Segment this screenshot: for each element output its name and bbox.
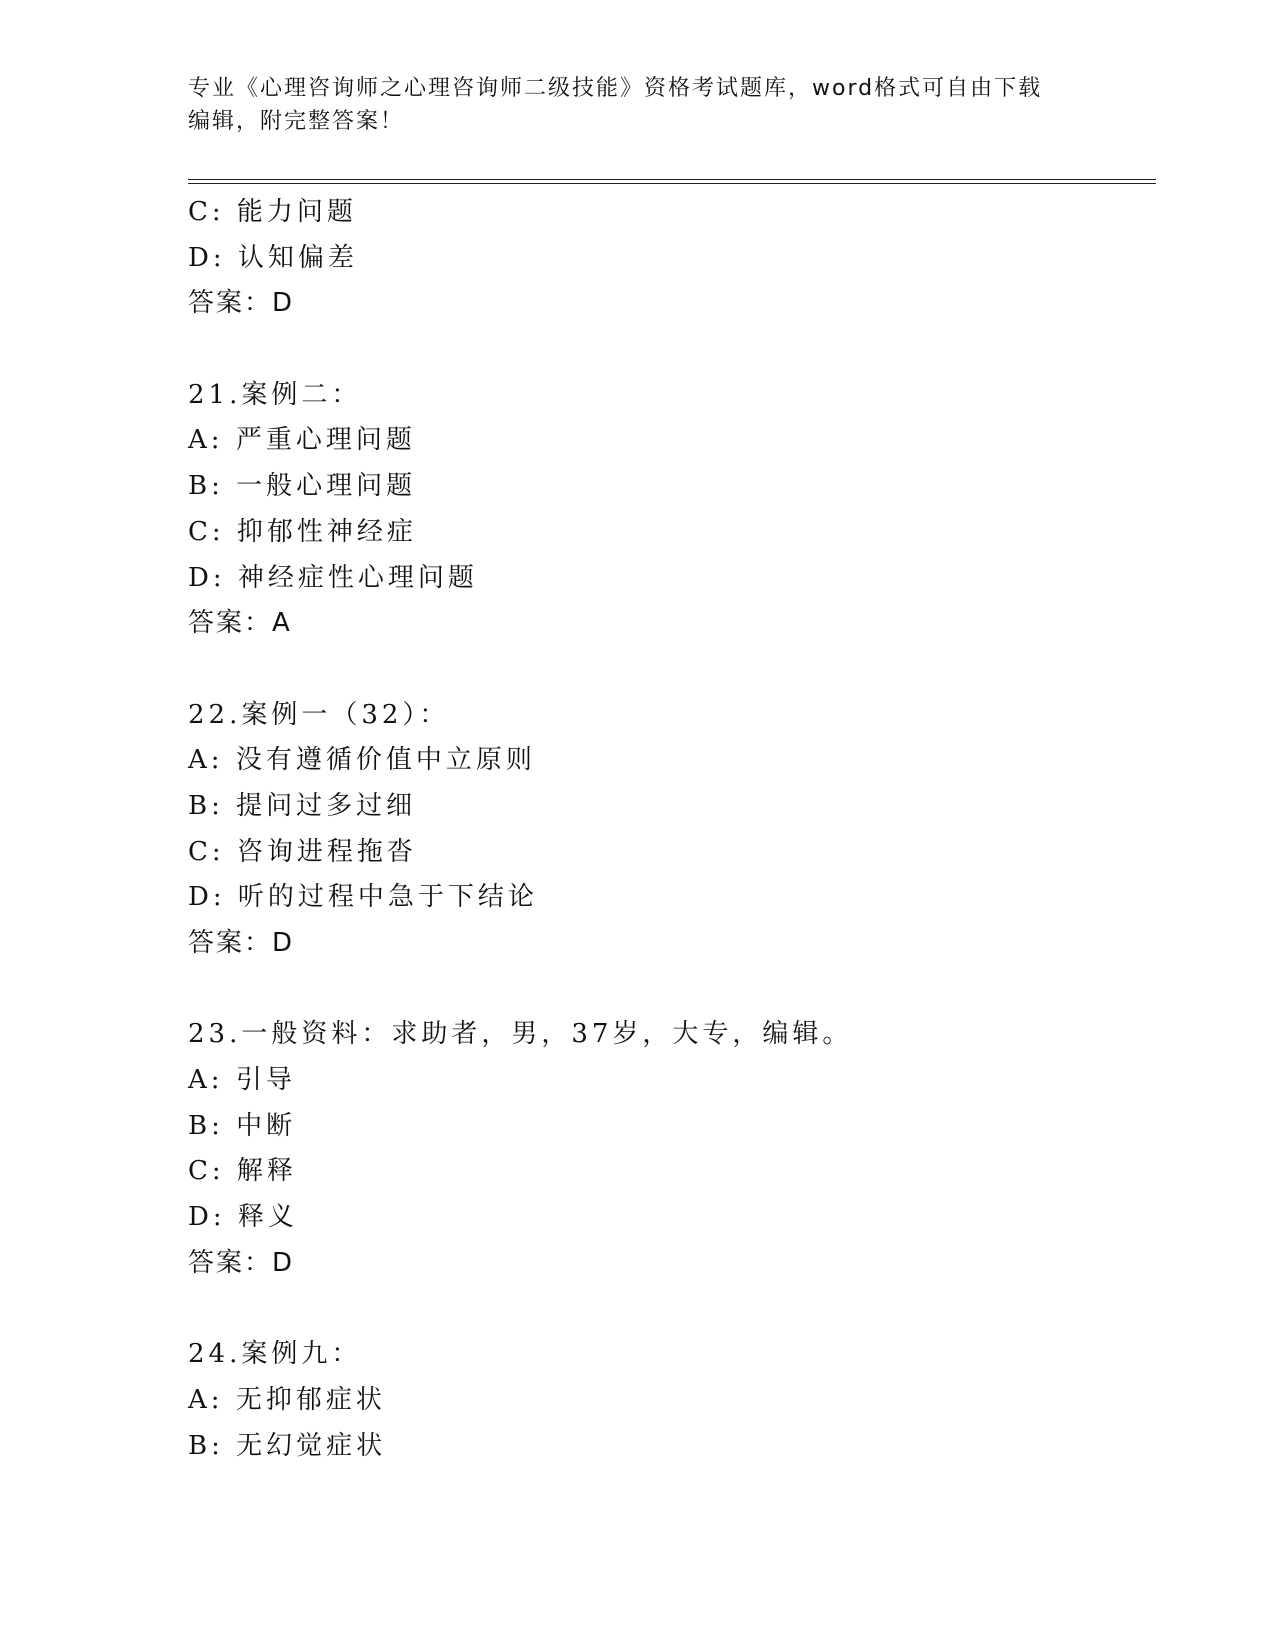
option-b — [188, 1104, 1156, 1150]
option-text: 释义 — [237, 1202, 298, 1233]
option-text: 中断 — [236, 1110, 297, 1141]
option-c — [188, 830, 1156, 876]
question-stem: 21.案例二： — [188, 379, 362, 410]
option-text: 无抑郁症状 — [235, 1384, 386, 1415]
option-letter: A: — [188, 745, 224, 776]
spacer — [188, 967, 1156, 1013]
option-text: 认知偏差 — [237, 242, 358, 273]
option-letter: D: — [188, 562, 226, 593]
option-text: 无幻觉症状 — [236, 1430, 387, 1461]
option-text: 抑郁性神经症 — [236, 516, 417, 547]
option-text: 咨询进程拖沓 — [236, 836, 417, 867]
option-letter: A: — [188, 1384, 224, 1415]
option-letter: D: — [188, 1202, 226, 1233]
question-22 — [188, 693, 1156, 967]
option-d — [188, 236, 1156, 282]
question-partial — [188, 190, 1156, 327]
option-text: 一般心理问题 — [236, 471, 417, 502]
header-line-1: 专业《心理咨询师之心理咨询师二级技能》资格考试题库，word格式可自由下载 — [188, 76, 1043, 101]
option-b — [188, 464, 1156, 510]
answer-line: 答案：D — [188, 1247, 295, 1278]
option-text: 解释 — [236, 1156, 297, 1187]
option-d — [188, 1195, 1156, 1241]
option-letter: C: — [188, 1156, 225, 1187]
question-stem: 22.案例一（32）： — [188, 699, 450, 730]
option-letter: A: — [188, 1065, 224, 1096]
option-d — [188, 875, 1156, 921]
question-stem: 24.案例九： — [188, 1339, 362, 1370]
option-letter: C: — [188, 516, 225, 547]
question-stem: 23.一般资料：求助者，男，37岁，大专，编辑。 — [188, 1019, 853, 1050]
document-header — [188, 72, 1068, 138]
option-letter: C: — [188, 197, 225, 227]
option-letter: B: — [188, 790, 224, 821]
question-23 — [188, 1012, 1156, 1286]
option-b — [188, 1424, 1156, 1470]
option-c — [188, 1149, 1156, 1195]
answer-line: 答案：D — [188, 288, 295, 319]
option-letter: D: — [188, 242, 226, 273]
question-list — [188, 190, 1156, 1469]
spacer — [188, 1287, 1156, 1333]
option-b — [188, 784, 1156, 830]
header-divider-top — [188, 179, 1156, 180]
spacer — [188, 327, 1156, 373]
option-text: 听的过程中急于下结论 — [237, 882, 538, 913]
header-line-2: 编辑，附完整答案！ — [188, 109, 405, 134]
option-a — [188, 418, 1156, 464]
answer-line: 答案：A — [188, 608, 292, 639]
option-c — [188, 510, 1156, 556]
option-letter: A: — [188, 425, 224, 456]
header-divider-bottom — [188, 183, 1156, 184]
option-letter: B: — [188, 1430, 224, 1461]
option-text: 神经症性心理问题 — [237, 562, 478, 593]
option-letter: B: — [188, 471, 224, 502]
option-letter: B: — [188, 1110, 224, 1141]
answer-line: 答案：D — [188, 928, 295, 958]
option-a — [188, 1378, 1156, 1424]
option-text: 引导 — [235, 1065, 296, 1096]
option-text: 没有遵循价值中立原则 — [235, 745, 536, 776]
option-letter: D: — [188, 882, 226, 913]
question-21 — [188, 373, 1156, 647]
option-a — [188, 1058, 1156, 1104]
option-c — [188, 190, 1156, 236]
option-a — [188, 738, 1156, 784]
option-d — [188, 556, 1156, 602]
option-text: 严重心理问题 — [235, 425, 416, 456]
question-24 — [188, 1332, 1156, 1469]
option-text: 提问过多过细 — [236, 790, 417, 821]
option-letter: C: — [188, 836, 225, 867]
option-text: 能力问题 — [236, 197, 357, 227]
spacer — [188, 647, 1156, 693]
